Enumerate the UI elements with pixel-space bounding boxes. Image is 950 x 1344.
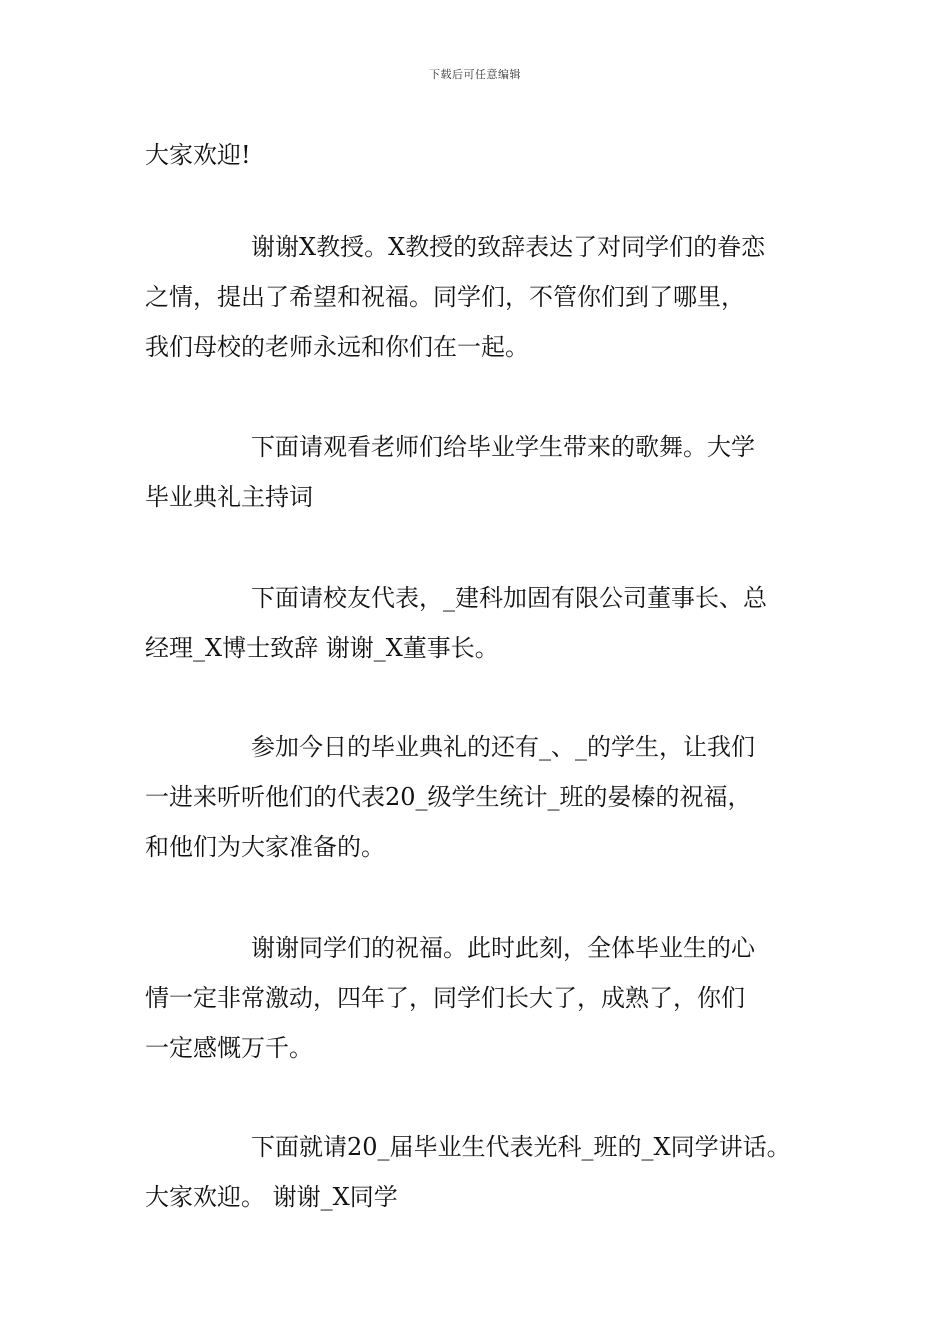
paragraph-line: 下面请观看老师们给毕业学生带来的歌舞。大学 (251, 433, 755, 461)
paragraph-6 (145, 923, 815, 1073)
paragraph-line: 谢谢同学们的祝福。此时此刻，全体毕业生的心 (251, 934, 755, 962)
paragraph-4 (145, 573, 815, 673)
paragraph-line: 参加今日的毕业典礼的还有_、_的学生，让我们 (251, 733, 755, 761)
paragraph-line: 和他们为大家准备的。 (145, 833, 385, 861)
paragraph-line: 下面就请20_届毕业生代表光科_班的_X同学讲话。 (251, 1133, 791, 1161)
paragraph-1 (145, 130, 815, 180)
paragraph-line: 毕业典礼主持词 (145, 483, 313, 511)
paragraph-line: 一进来听听他们的代表20_级学生统计_班的晏榛的祝福， (145, 783, 752, 811)
paragraph-line: 之情，提出了希望和祝福。同学们，不管你们到了哪里， (145, 283, 745, 311)
page-header: 下载后可任意编辑 (429, 68, 521, 81)
paragraph-5 (145, 722, 815, 872)
paragraph-7 (145, 1122, 815, 1222)
paragraph-line: 经理_X博士致辞 谢谢_X董事长。 (145, 634, 499, 662)
paragraph-line: 谢谢X教授。X教授的致辞表达了对同学们的眷恋 (251, 233, 766, 261)
paragraph-line: 情一定非常激动，四年了，同学们长大了，成熟了，你们 (145, 984, 745, 1012)
paragraph-line: 大家欢迎。 谢谢_X同学 (145, 1183, 398, 1211)
paragraph-2 (145, 222, 815, 372)
paragraph-line: 大家欢迎! (145, 141, 251, 169)
paragraph-3 (145, 422, 815, 522)
paragraph-line: 我们母校的老师永远和你们在一起。 (145, 333, 529, 361)
paragraph-line: 下面请校友代表，_建科加固有限公司董事长、总 (251, 584, 767, 612)
paragraph-line: 一定感慨万千。 (145, 1034, 313, 1062)
